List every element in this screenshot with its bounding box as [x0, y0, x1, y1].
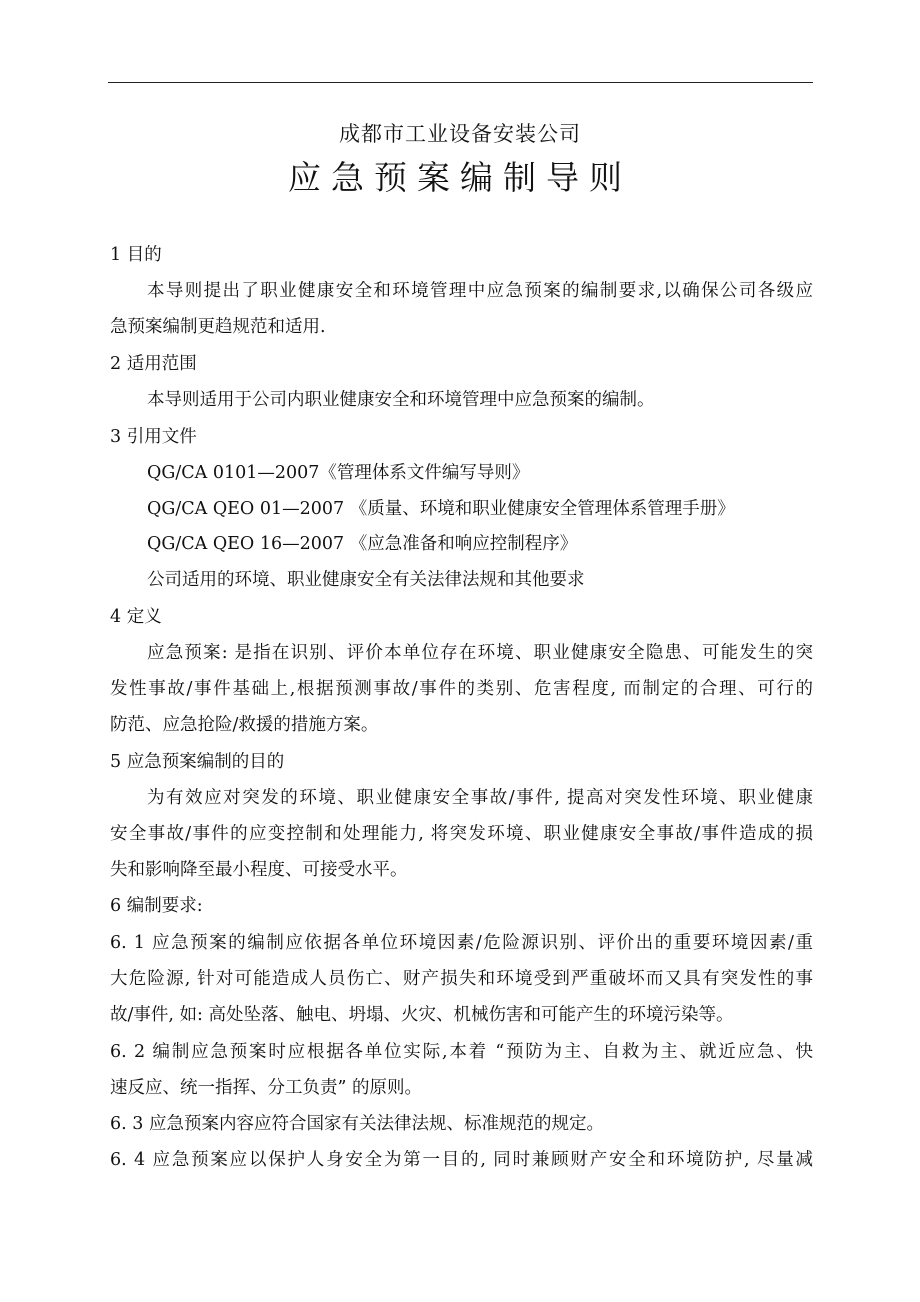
subsection-line: 故/事件, 如: 高处坠落、触电、坍塌、火灾、机械伤害和可能产生的环境污染等。 — [110, 1005, 734, 1025]
reference-item: 公司适用的环境、职业健康安全有关法律法规和其他要求 — [147, 570, 585, 590]
section-heading-4: 4 定义 — [110, 607, 162, 627]
company-name: 成都市工业设备安装公司 — [339, 122, 581, 146]
subsection-line: 6. 2 编制应急预案时应根据各单位实际,本着 “预防为主、自救为主、就近应急、快 — [110, 1042, 813, 1062]
paragraph-line: 本导则提出了职业健康安全和环境管理中应急预案的编制要求,以确保公司各级应 — [147, 281, 813, 301]
subsection-line: 6. 3 应急预案内容应符合国家有关法律法规、标准规范的规定。 — [110, 1114, 604, 1134]
reference-item: QG/CA QEO 01—2007 《质量、环境和职业健康安全管理体系管理手册》 — [147, 499, 735, 519]
paragraph-line: 本导则适用于公司内职业健康安全和环境管理中应急预案的编制。 — [147, 390, 655, 410]
paragraph-line: 急预案编制更趋规范和适用. — [110, 317, 326, 337]
section-heading-2: 2 适用范围 — [110, 354, 197, 374]
section-heading-5: 5 应急预案编制的目的 — [110, 752, 285, 772]
paragraph-line: 发性事故/事件基础上,根据预测事故/事件的类别、危害程度, 而制定的合理、可行的 — [110, 679, 813, 699]
subsection-line: 6. 1 应急预案的编制应依据各单位环境因素/危险源识别、评价出的重要环境因素/重 — [110, 933, 813, 953]
page-title: 应急预案编制导则 — [288, 158, 632, 197]
subsection-line: 速反应、统一指挥、分工负责” 的原则。 — [110, 1078, 423, 1098]
paragraph-line: 防范、应急抢险/救援的措施方案。 — [110, 715, 379, 735]
subsection-line: 大危险源, 针对可能造成人员伤亡、财产损失和环境受到严重破坏而又具有突发性的事 — [110, 969, 813, 989]
header-rule — [108, 82, 813, 83]
reference-item: QG/CA 0101—2007《管理体系文件编写导则》 — [147, 463, 530, 483]
section-heading-1: 1 目的 — [110, 245, 162, 265]
paragraph-line: 为有效应对突发的环境、职业健康安全事故/事件, 提高对突发性环境、职业健康 — [147, 788, 813, 808]
paragraph-line: 安全事故/事件的应变控制和处理能力, 将突发环境、职业健康安全事故/事件造成的损 — [110, 824, 813, 844]
paragraph-line: 应急预案: 是指在识别、评价本单位存在环境、职业健康安全隐患、可能发生的突 — [147, 643, 813, 663]
subsection-line: 6. 4 应急预案应以保护人身安全为第一目的, 同时兼顾财产安全和环境防护, 尽量减 — [110, 1150, 813, 1170]
section-heading-3: 3 引用文件 — [110, 427, 197, 447]
paragraph-line: 失和影响降至最小程度、可接受水平。 — [110, 860, 408, 880]
section-heading-6: 6 编制要求: — [110, 896, 203, 916]
reference-item: QG/CA QEO 16—2007 《应急准备和响应控制程序》 — [147, 534, 578, 554]
